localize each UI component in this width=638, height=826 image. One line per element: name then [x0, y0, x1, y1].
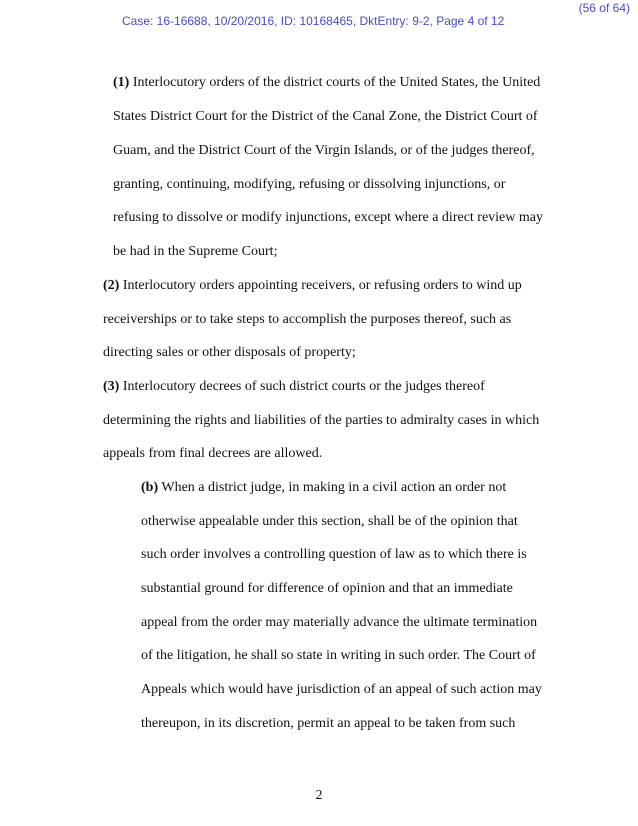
text-line [103, 276, 522, 296]
text-line: receiverships or to take steps to accomplish the purposes thereof, such as [103, 312, 512, 327]
text-line: otherwise appealable under this section, shall be of the opinion that [141, 514, 518, 529]
line-text: Interlocutory decrees of such district courts or the judges thereof [119, 379, 485, 394]
text-line: States District Court for the District of the Canal Zone, the District Court of [113, 109, 538, 124]
text-line: such order involves a controlling question of law as to which there is [141, 547, 527, 562]
text-line: of the litigation, he shall so state in writing in such order. The Court of [141, 648, 536, 663]
text-line: appeal from the order may materially advance the ultimate termination [141, 615, 538, 630]
paragraph-number: (1) [113, 75, 130, 90]
text-line: granting, continuing, modifying, refusing or dissolving injunctions, or [113, 177, 506, 192]
pdf-page-counter: (56 of 64) [578, 1, 630, 15]
text-line: thereupon, in its discretion, permit an appeal to be taken from such [141, 716, 516, 731]
text-line [141, 478, 506, 498]
text-line: Guam, and the District Court of the Virgin Islands, or of the judges thereof, [113, 143, 535, 158]
text-line: appeals from final decrees are allowed. [103, 446, 323, 461]
text-line: refusing to dissolve or modify injunctions, except where a direct review may [113, 210, 543, 225]
text-line: be had in the Supreme Court; [113, 244, 278, 259]
page-number: 2 [315, 788, 323, 803]
case-header: Case: 16-16688, 10/20/2016, ID: 10168465, DktEntry: 9-2, Page 4 of 12 [122, 14, 505, 28]
line-text: When a district judge, in making in a civil action an order not [158, 480, 507, 495]
paragraph-number: (3) [103, 379, 120, 394]
line-text: Interlocutory orders of the district courts of the United States, the United [129, 75, 541, 90]
text-line: determining the rights and liabilities of the parties to admiralty cases in which [103, 413, 540, 428]
paragraph-number: (b) [141, 480, 159, 495]
paragraph-number: (2) [103, 278, 120, 293]
text-line: directing sales or other disposals of property; [103, 345, 356, 360]
line-text: Interlocutory orders appointing receivers, or refusing orders to wind up [119, 278, 522, 293]
text-line [103, 377, 485, 397]
text-line: substantial ground for difference of opinion and that an immediate [141, 581, 513, 596]
text-line [113, 73, 540, 93]
text-line: Appeals which would have jurisdiction of an appeal of such action may [141, 682, 542, 697]
